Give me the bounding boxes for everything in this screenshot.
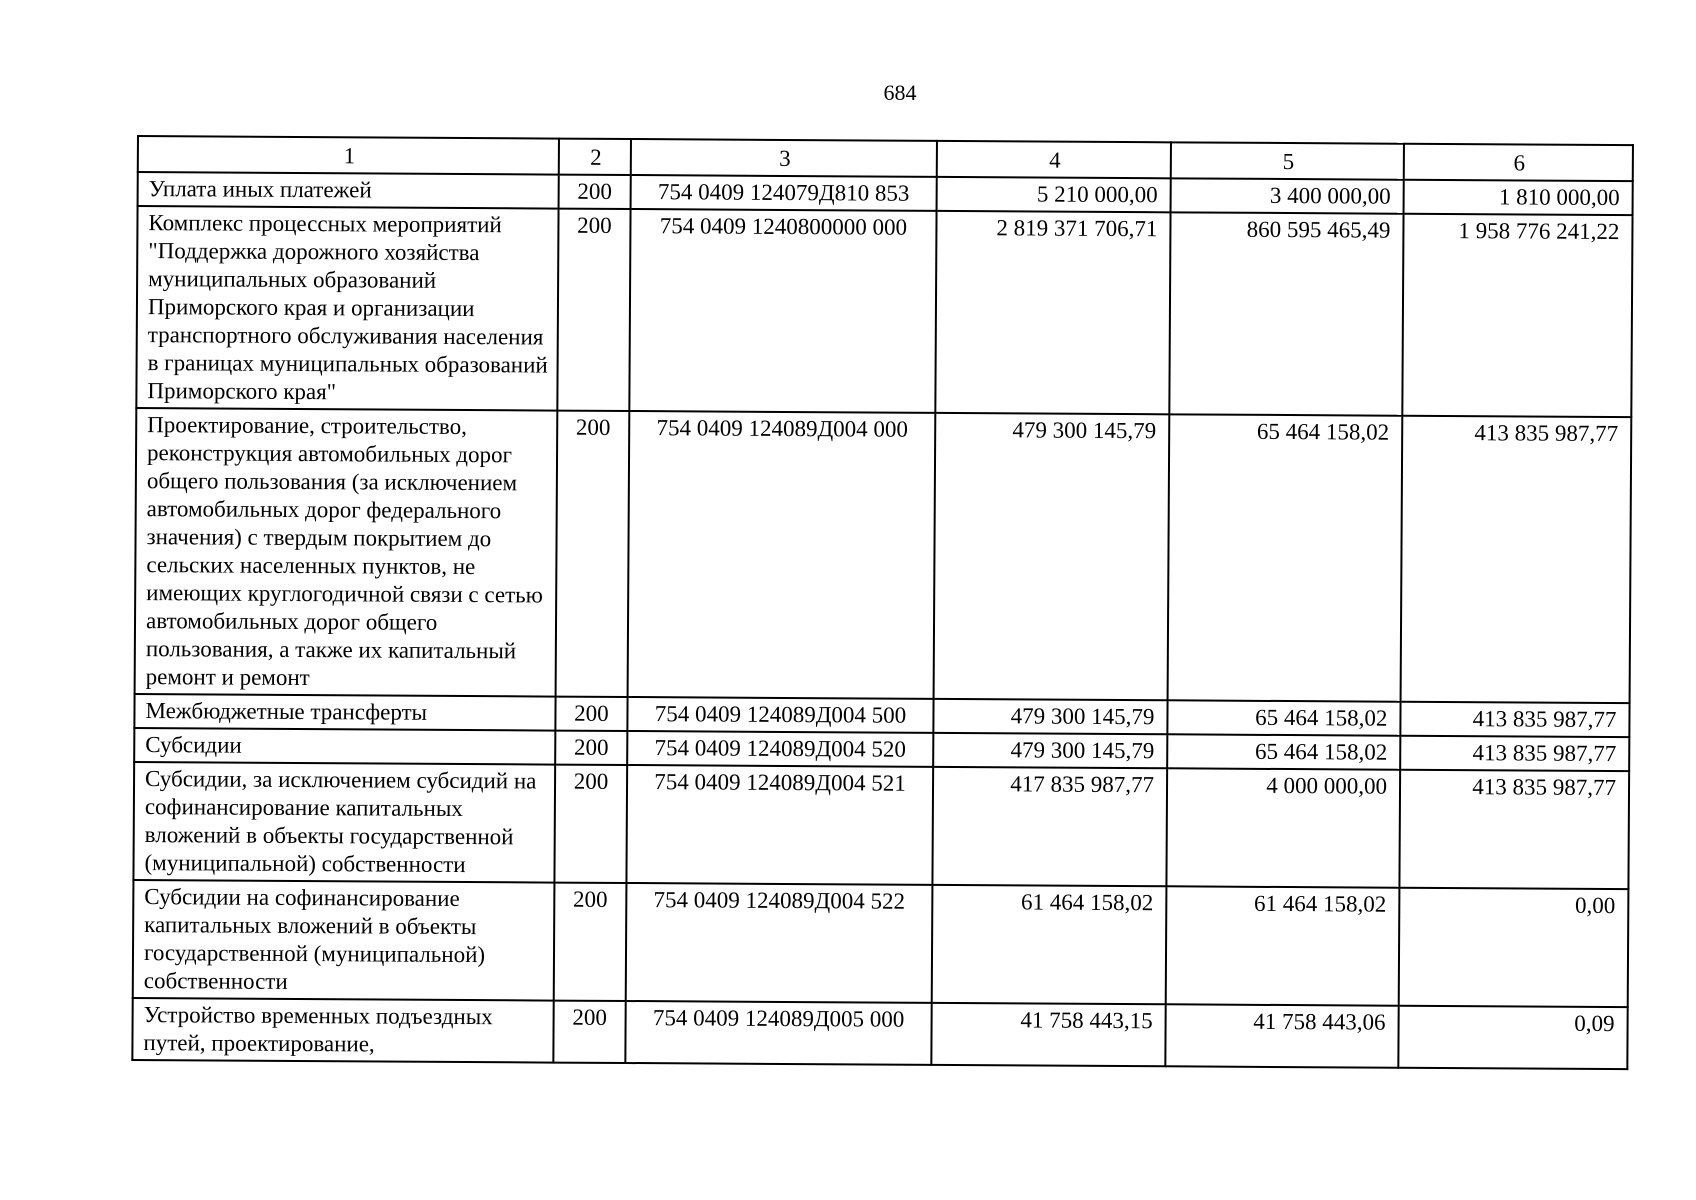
row-value-4: 479 300 145,79	[934, 413, 1170, 700]
page-number: 684	[883, 80, 917, 105]
column-header: 2	[559, 139, 631, 175]
row-value-4: 61 464 158,02	[932, 885, 1167, 1004]
column-header: 3	[631, 139, 937, 177]
row-value-4: 2 819 371 706,71	[935, 211, 1170, 414]
row-value-6: 0,09	[1398, 1006, 1627, 1069]
row-value-5: 61 464 158,02	[1166, 886, 1400, 1005]
column-header: 6	[1404, 144, 1633, 181]
row-name: Субсидии	[134, 728, 555, 765]
row-value-6: 0,00	[1399, 888, 1629, 1007]
row-value-6: 1 958 776 241,22	[1402, 214, 1632, 417]
row-code: 200	[555, 697, 627, 731]
row-value-6: 1 810 000,00	[1404, 180, 1633, 215]
row-kbk: 754 0409 124089Д004 521	[626, 765, 933, 885]
row-value-4: 479 300 145,79	[933, 733, 1167, 768]
row-name: Межбюджетные трансферты	[134, 694, 555, 731]
table-row	[133, 880, 1629, 1007]
row-code: 200	[554, 765, 627, 883]
column-header: 5	[1171, 142, 1404, 179]
row-kbk: 754 0409 124089Д005 000	[625, 1001, 931, 1065]
row-name: Проектирование, строительство, реконструкция автомобильных дорог общего пользования (за исключением автомобильных дорог федерального значения) с твердым покрытием до сельских населенных пунктов, не имеющих круглогодичной связи с сетью автомобильных дорог общего пользования, а также их капитальный ремонт и ремонт	[135, 408, 558, 697]
row-value-6: 413 835 987,77	[1400, 736, 1629, 771]
row-name: Комплекс процессных мероприятий "Поддержка дорожного хозяйства муниципальных образований Приморского края и организации транспортного обслуживания населения в границах муниципальных образований Приморского края"	[136, 206, 558, 411]
row-value-5: 65 464 158,02	[1168, 414, 1403, 701]
row-code: 200	[556, 411, 630, 697]
column-header: 4	[937, 141, 1171, 178]
row-kbk: 754 0409 1240800000 000	[629, 209, 936, 413]
table-row	[133, 762, 1629, 889]
row-code: 200	[559, 175, 631, 209]
row-value-6: 413 835 987,77	[1400, 702, 1629, 737]
row-value-4: 417 835 987,77	[932, 767, 1167, 886]
table-row	[135, 408, 1632, 703]
row-kbk: 754 0409 124089Д004 000	[628, 411, 936, 699]
row-value-5: 860 595 465,49	[1169, 212, 1403, 415]
row-value-4: 5 210 000,00	[937, 177, 1171, 212]
row-name: Уплата иных платежей	[138, 172, 559, 209]
row-value-5: 3 400 000,00	[1171, 178, 1404, 213]
table-row	[132, 998, 1627, 1069]
column-header: 1	[138, 136, 559, 175]
table-row	[136, 206, 1632, 417]
row-name: Субсидии, за исключением субсидий на софинансирование капитальных вложений в объекты государственной (муниципальной) собственности	[133, 762, 555, 883]
row-value-5: 4 000 000,00	[1166, 768, 1400, 887]
row-value-5: 65 464 158,02	[1167, 734, 1400, 769]
row-kbk: 754 0409 124089Д004 520	[627, 731, 933, 767]
row-kbk: 754 0409 124089Д004 522	[626, 883, 933, 1003]
row-value-4: 479 300 145,79	[933, 699, 1167, 734]
row-name: Устройство временных подъездных путей, проектирование,	[132, 998, 553, 1063]
row-code: 200	[553, 1001, 625, 1063]
row-value-6: 413 835 987,77	[1401, 416, 1632, 703]
row-code: 200	[554, 883, 627, 1001]
budget-table	[131, 135, 1634, 1070]
row-value-6: 413 835 987,77	[1399, 770, 1629, 889]
row-value-5: 41 758 443,06	[1165, 1004, 1398, 1067]
row-kbk: 754 0409 124089Д004 500	[627, 697, 933, 733]
row-name: Субсидии на софинансирование капитальных вложений в объекты государственной (муниципальной) собственности	[133, 880, 555, 1001]
row-code: 200	[557, 209, 630, 411]
row-kbk: 754 0409 124079Д810 853	[631, 175, 937, 211]
row-value-5: 65 464 158,02	[1167, 700, 1400, 735]
row-value-4: 41 758 443,15	[931, 1003, 1165, 1066]
row-code: 200	[555, 731, 627, 765]
